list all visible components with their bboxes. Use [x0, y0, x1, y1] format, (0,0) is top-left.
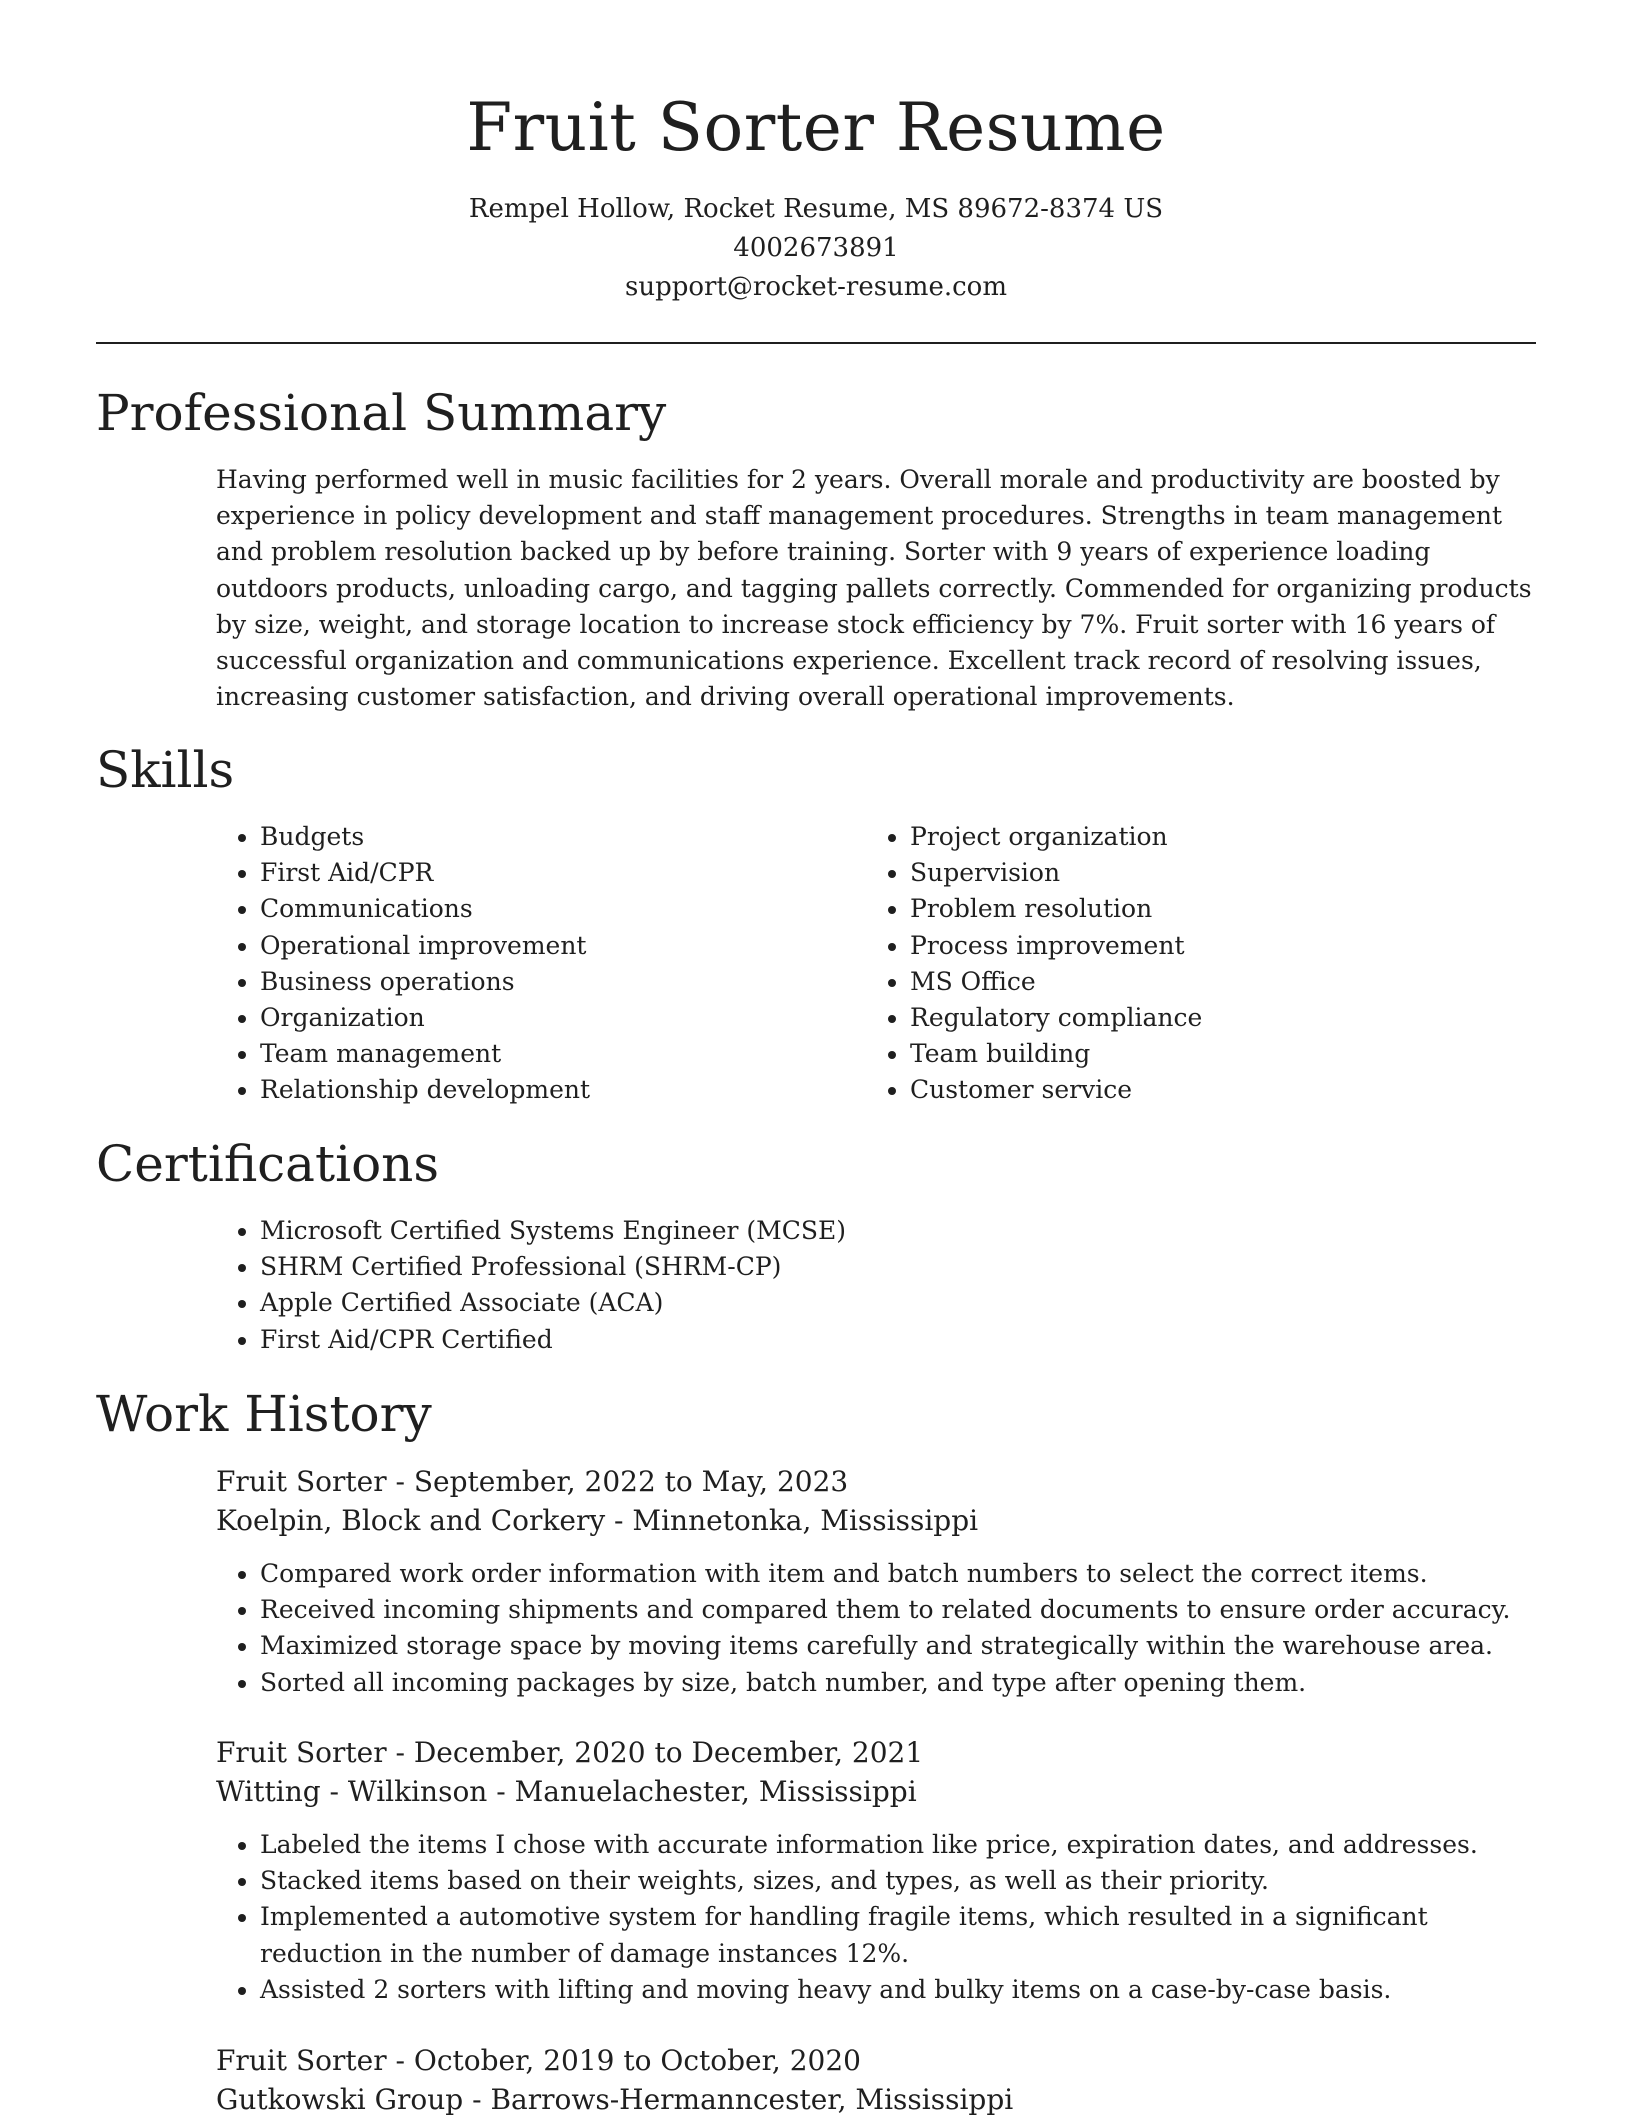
job-dates: December, 2020 to December, 2021: [413, 1736, 924, 1769]
skills-heading: Skills: [96, 741, 235, 799]
job-title-line: Fruit Sorter - October, 2019 to October, 2020: [216, 2044, 861, 2077]
resume-title: Fruit Sorter Resume: [466, 89, 1166, 166]
job-bullet: • Labeled the items I chose with accurate information like price, expiration dates, and addresses.: [260, 1827, 1536, 1863]
skill-item: • First Aid/CPR: [260, 855, 816, 891]
job-title-line: Fruit Sorter - December, 2020 to December, 2021: [216, 1736, 924, 1769]
header-divider: [96, 342, 1536, 344]
skill-item: • Operational improvement: [260, 928, 816, 964]
contact-block: [0, 190, 1632, 307]
skill-item: • Relationship development: [260, 1072, 816, 1108]
skill-item: • Organization: [260, 1000, 816, 1036]
job-entry: [216, 1462, 1536, 1701]
work-history-heading: Work History: [96, 1385, 432, 1443]
job-bullets: [216, 1556, 1536, 1701]
job-bullet: • Maximized storage space by moving items carefully and strategically within the warehouse area.: [260, 1628, 1536, 1664]
skill-item: • Process improvement: [910, 928, 1466, 964]
job-company-line: Gutkowski Group - Barrows-Hermanncester, Mississippi: [216, 2083, 1014, 2116]
job-bullets: [216, 1827, 1536, 2008]
job-company: Koelpin, Block and Corkery: [216, 1504, 606, 1537]
job-company: Witting - Wilkinson: [216, 1775, 488, 1808]
job-bullet: • Stacked items based on their weights, sizes, and types, as well as their priority.: [260, 1863, 1536, 1899]
skills-column-right: [866, 819, 1466, 1109]
job-company-line: Witting - Wilkinson - Manuelachester, Mississippi: [216, 1775, 917, 1808]
summary-heading: Professional Summary: [96, 384, 667, 442]
contact-email: support@rocket-resume.com: [624, 272, 1007, 302]
job-bullet: • Compared work order information with item and batch numbers to select the correct items.: [260, 1556, 1536, 1592]
certification-item: • Apple Certified Associate (ACA): [260, 1285, 1516, 1321]
job-company: Gutkowski Group: [216, 2083, 464, 2116]
certification-item: • SHRM Certified Professional (SHRM-CP): [260, 1249, 1516, 1285]
job-bullet: • Received incoming shipments and compared them to related documents to ensure order accuracy.: [260, 1592, 1536, 1628]
skill-item: • Team management: [260, 1036, 816, 1072]
job-location: Barrows-Hermanncester, Mississippi: [490, 2083, 1014, 2116]
job-role: Fruit Sorter: [216, 2044, 387, 2077]
skill-item: • Business operations: [260, 964, 816, 1000]
job-dates: October, 2019 to October, 2020: [413, 2044, 861, 2077]
job-entry: [216, 2041, 1536, 2119]
skill-item: • Problem resolution: [910, 891, 1466, 927]
certification-item: • First Aid/CPR Certified: [260, 1322, 1516, 1358]
skill-item: • Regulatory compliance: [910, 1000, 1466, 1036]
job-bullet: • Sorted all incoming packages by size, batch number, and type after opening them.: [260, 1665, 1536, 1701]
resume-header: [0, 0, 1632, 307]
job-title-line: Fruit Sorter - September, 2022 to May, 2023: [216, 1465, 849, 1498]
skill-item: • Project organization: [910, 819, 1466, 855]
job-location: Manuelachester, Mississippi: [514, 1775, 917, 1808]
skill-item: • MS Office: [910, 964, 1466, 1000]
job-location: Minnetonka, Mississippi: [632, 1504, 979, 1537]
certification-item: • Microsoft Certified Systems Engineer (MCSE): [260, 1213, 1516, 1249]
skill-item: • Customer service: [910, 1072, 1466, 1108]
skill-item: • Supervision: [910, 855, 1466, 891]
skill-item: • Team building: [910, 1036, 1466, 1072]
skills-column-left: [216, 819, 816, 1109]
job-company-line: Koelpin, Block and Corkery - Minnetonka, Mississippi: [216, 1504, 979, 1537]
summary-text: Having performed well in music facilities for 2 years. Overall morale and productivity are boosted by experience in policy development and staff management procedures. Strengths in team management and problem resolution backed up by before training. Sorter with 9 years of experience loading outdoors products, unloading cargo, and tagging pallets correctly. Commended for organizing products by size, weight, and storage location to increase stock efficiency by 7%. Fruit sorter with 16 years of successful organization and communications experience. Excellent track record of resolving issues, increasing customer satisfaction, and driving overall operational improvements.: [216, 465, 1532, 712]
job-bullet: • Implemented a automotive system for handling fragile items, which resulted in a significant reduction in the number of damage instances 12%.: [260, 1899, 1536, 1971]
job-role: Fruit Sorter: [216, 1736, 387, 1769]
contact-address: Rempel Hollow, Rocket Resume, MS 89672-8374 US: [468, 194, 1164, 224]
skill-item: • Budgets: [260, 819, 816, 855]
job-bullet: • Assisted 2 sorters with lifting and moving heavy and bulky items on a case-by-case basis.: [260, 1972, 1536, 2008]
skill-item: • Communications: [260, 891, 816, 927]
job-role: Fruit Sorter: [216, 1465, 387, 1498]
contact-phone: 4002673891: [733, 233, 899, 263]
certifications-heading: Certifications: [96, 1135, 440, 1193]
job-entry: [216, 1733, 1536, 2008]
job-dates: September, 2022 to May, 2023: [413, 1465, 849, 1498]
certifications-list: [216, 1213, 1516, 1358]
